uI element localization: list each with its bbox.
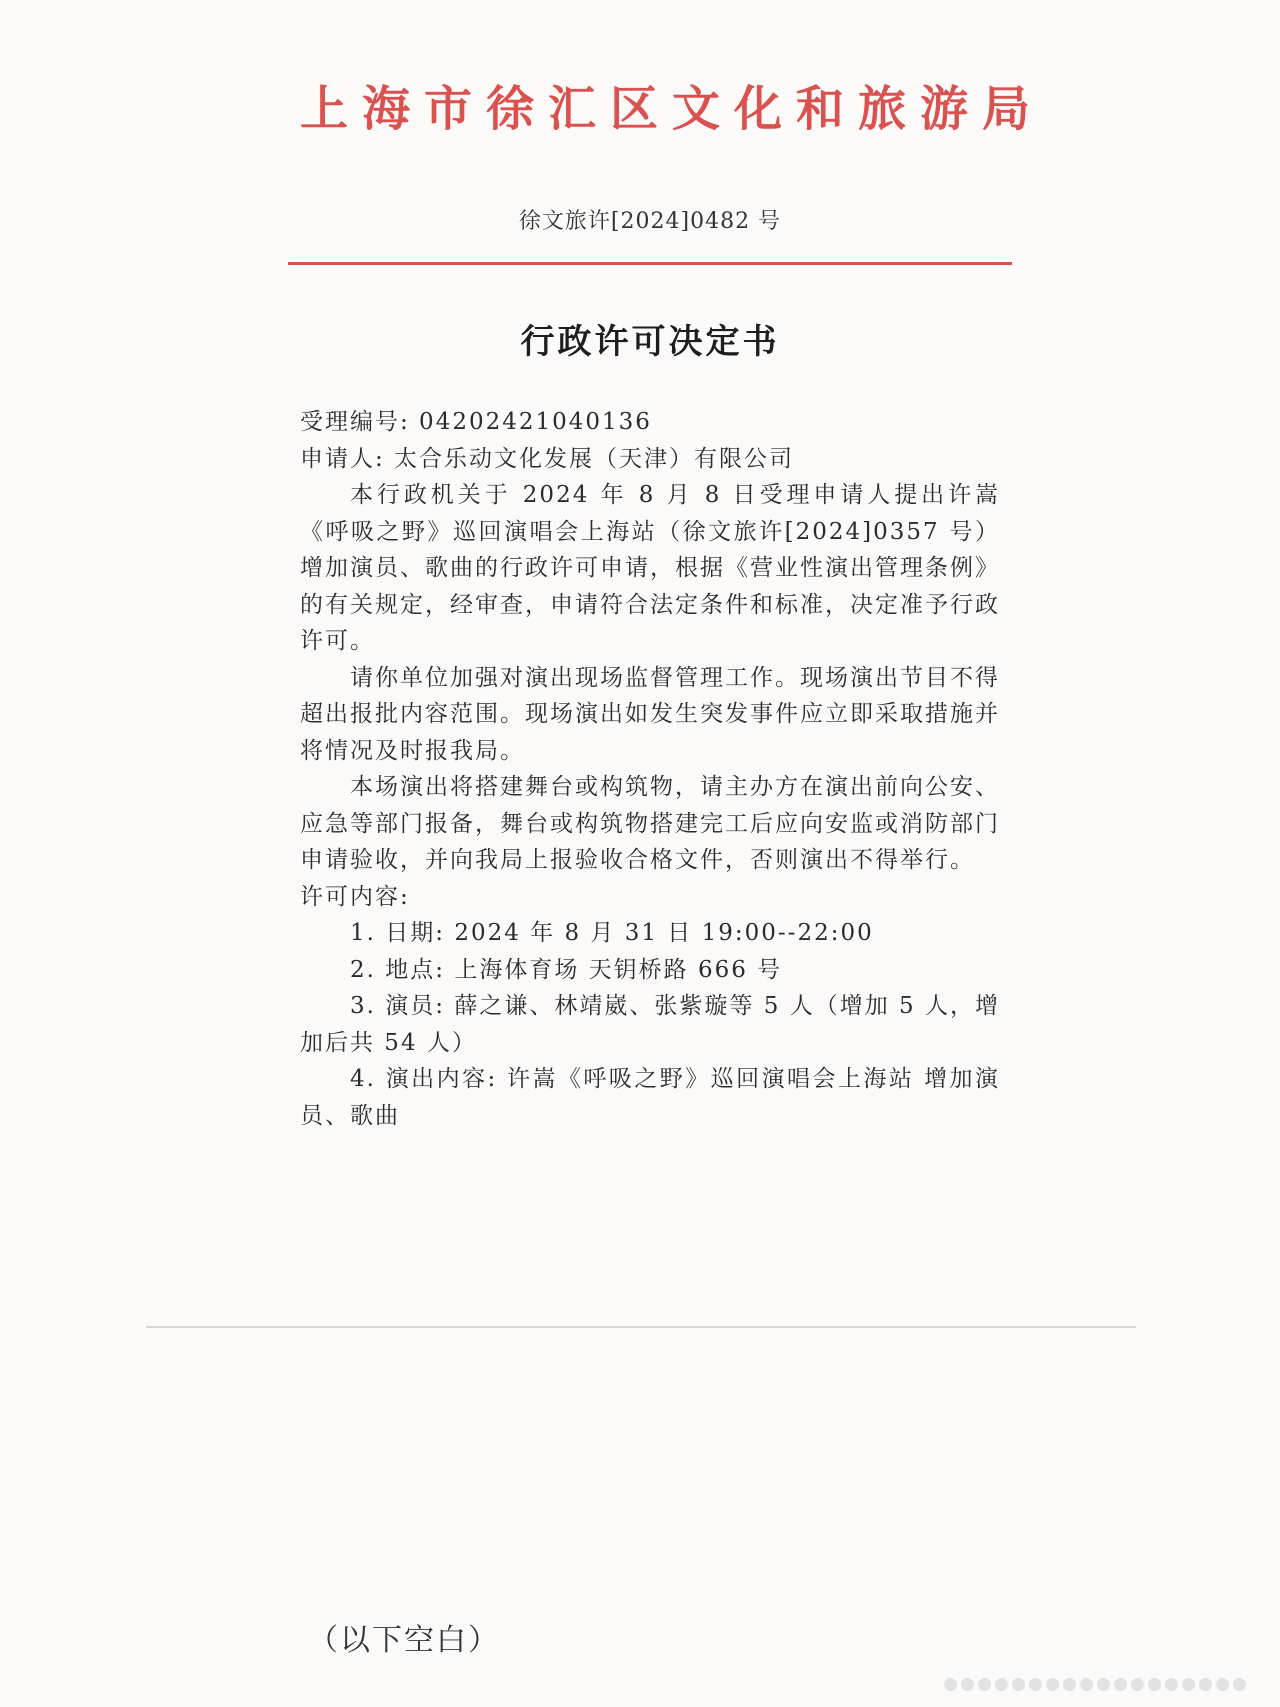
dot [1199, 1678, 1212, 1691]
dot [1114, 1678, 1127, 1691]
license-item-date: 1. 日期: 2024 年 8 月 31 日 19:00--22:00 [350, 920, 874, 946]
license-content-label: 许可内容: [300, 883, 410, 910]
document-heading: 行政许可决定书 [520, 322, 780, 362]
body-paragraph: 本行政机关于 2024 年 8 月 8 日受理申请人提出许嵩《呼吸之野》巡回演唱会上海站（徐文旅许[2024]0357 号）增加演员、歌曲的行政许可申请，根据《营业性演出管理条例》的有关规定，经审查，申请符合法定条件和标准，决定准予行政许可。 [300, 482, 1000, 654]
acceptance-number: 受理编号: 04202421040136 [300, 409, 652, 435]
watermark-dots [944, 1678, 1246, 1691]
document-number: 徐文旅许[2024]0482 号 [518, 209, 782, 234]
dot [1012, 1678, 1025, 1691]
blank-below-note: （以下空白） [308, 1623, 500, 1658]
document-body [300, 404, 1000, 1134]
body-paragraph: 本场演出将搭建舞台或构筑物，请主办方在演出前向公安、应急等部门报备，舞台或构筑物搭建完工后应向安监或消防部门申请验收，并向我局上报验收合格文件，否则演出不得举行。 [300, 774, 1000, 873]
body-paragraph: 请你单位加强对演出现场监督管理工作。现场演出节目不得超出报批内容范围。现场演出如发生突发事件应立即采取措施并将情况及时报我局。 [300, 664, 1000, 764]
dot [1182, 1678, 1195, 1691]
dot [1080, 1678, 1093, 1691]
dot [1046, 1678, 1059, 1691]
page-break-divider [146, 1326, 1136, 1328]
dot [944, 1678, 957, 1691]
dot [1063, 1678, 1076, 1691]
applicant-line: 申请人: 太合乐动文化发展（天津）有限公司 [300, 445, 795, 472]
dot [1029, 1678, 1042, 1691]
red-header-divider [288, 262, 1012, 265]
issuing-organization-title: 上海市徐汇区文化和旅游局 [300, 81, 1045, 137]
dot [1148, 1678, 1161, 1691]
dot [1216, 1678, 1229, 1691]
license-item-performers: 3. 演员: 薛之谦、林靖崴、张紫璇等 5 人（增加 5 人，增加后共 54 人） [300, 993, 1000, 1056]
dot [978, 1678, 991, 1691]
dot [1233, 1678, 1246, 1691]
license-item-venue: 2. 地点: 上海体育场 天钥桥路 666 号 [350, 956, 783, 983]
dot [961, 1678, 974, 1691]
dot [1165, 1678, 1178, 1691]
dot [1131, 1678, 1144, 1691]
dot [1097, 1678, 1110, 1691]
license-item-content: 4. 演出内容: 许嵩《呼吸之野》巡回演唱会上海站 增加演员、歌曲 [300, 1066, 1000, 1129]
dot [995, 1678, 1008, 1691]
